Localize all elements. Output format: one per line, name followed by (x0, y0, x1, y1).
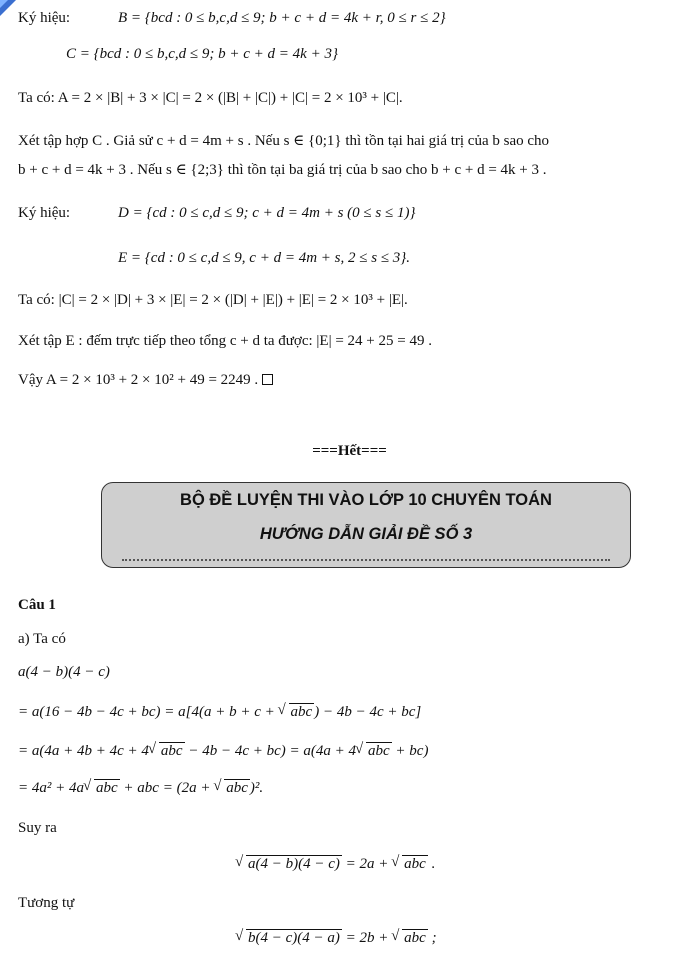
banner-cut-text-line (122, 559, 610, 565)
ky-hieu-label-1: Ký hiệu: (18, 10, 71, 26)
end-of-proof-icon (262, 374, 273, 385)
question-heading: Câu 1 (18, 597, 56, 613)
result-line-1 (236, 854, 435, 874)
sqrt-abc: √ abc (279, 702, 315, 722)
expr3-part-e: + bc) (391, 743, 429, 759)
expr2-part-a: = a(16 − 4b − 4c + bc) = a[4(a + b + c + (18, 704, 279, 720)
section-banner (101, 482, 631, 568)
result-line-2 (236, 928, 437, 948)
result1-end: . (427, 856, 436, 872)
expr3-part-c: − 4b − 4c + bc) = a(4a + 4 (184, 743, 356, 759)
part-a-label: a) Ta có (18, 631, 66, 647)
xet-E-line: Xét tập E : đếm trực tiếp theo tổng c + d ta được: |E| = 24 + 25 = 49 . (18, 333, 432, 349)
result2-eq: = 2b + (341, 930, 393, 946)
conclusion-text: Vậy A = 2 × 10³ + 2 × 10² + 49 = 2249 . (18, 372, 259, 388)
banner-subtitle: HƯỚNG DẪN GIẢI ĐỀ SỐ 3 (259, 525, 473, 543)
expression-line-1: a(4 − b)(4 − c) (18, 664, 110, 680)
result1-eq: = 2a + (341, 856, 393, 872)
expr4-part-e: )². (249, 780, 264, 796)
sqrt-abc: √ abc (149, 741, 185, 761)
tuong-tu-label: Tương tự (18, 895, 75, 911)
sqrt-expression: √ a(4 − b)(4 − c) (236, 854, 342, 874)
xet-C-line-2: b + c + d = 4k + 3 . Nếu s ∈ {2;3} thì tồn tại ba giá trị của b sao cho b + c + d = 4k + 3 . (18, 162, 547, 178)
set-D-definition: D = {cd : 0 ≤ c,d ≤ 9; c + d = 4m + s (0 ≤ s ≤ 1)} (118, 205, 416, 221)
sqrt-expression: √ b(4 − c)(4 − a) (236, 928, 342, 948)
xet-C-line-1: Xét tập hợp C . Giả sử c + d = 4m + s . Nếu s ∈ {0;1} thì tồn tại hai giá trị của b sao cho (18, 133, 550, 149)
conclusion-line (18, 370, 273, 390)
banner-title: BỘ ĐỀ LUYỆN THI VÀO LỚP 10 CHUYÊN TOÁN (180, 491, 552, 509)
expression-line-3 (18, 741, 428, 761)
set-E-definition: E = {cd : 0 ≤ c,d ≤ 9, c + d = 4m + s, 2 ≤ s ≤ 3}. (118, 250, 411, 266)
sqrt-abc: √ abc (392, 854, 428, 874)
sqrt-abc: √ abc (84, 778, 120, 798)
expr4-part-a: = 4a² + 4a (18, 780, 84, 796)
formula-C: Ta có: |C| = 2 × |D| + 3 × |E| = 2 × (|D| + |E|) + |E| = 2 × 10³ + |E|. (18, 292, 408, 308)
end-marker: ===Hết=== (312, 443, 387, 459)
corner-decoration-light (0, 0, 8, 8)
sqrt-abc: √ abc (392, 928, 428, 948)
sqrt-abc: √ abc (214, 778, 250, 798)
sqrt-abc: √ abc (356, 741, 392, 761)
ky-hieu-label-2: Ký hiệu: (18, 205, 71, 221)
expr3-part-a: = a(4a + 4b + 4c + 4 (18, 743, 149, 759)
suy-ra-label: Suy ra (18, 820, 57, 836)
expr4-part-c: + abc = (2a + (119, 780, 215, 796)
result2-end: ; (427, 930, 437, 946)
expression-line-4 (18, 778, 263, 798)
set-C-definition: C = {bcd : 0 ≤ b,c,d ≤ 9; b + c + d = 4k + 3} (66, 46, 338, 62)
set-B-definition: B = {bcd : 0 ≤ b,c,d ≤ 9; b + c + d = 4k + r, 0 ≤ r ≤ 2} (118, 10, 446, 26)
formula-A: Ta có: A = 2 × |B| + 3 × |C| = 2 × (|B| + |C|) + |C| = 2 × 10³ + |C|. (18, 90, 403, 106)
expression-line-2 (18, 702, 421, 722)
expr2-part-c: ) − 4b − 4c + bc] (314, 704, 422, 720)
